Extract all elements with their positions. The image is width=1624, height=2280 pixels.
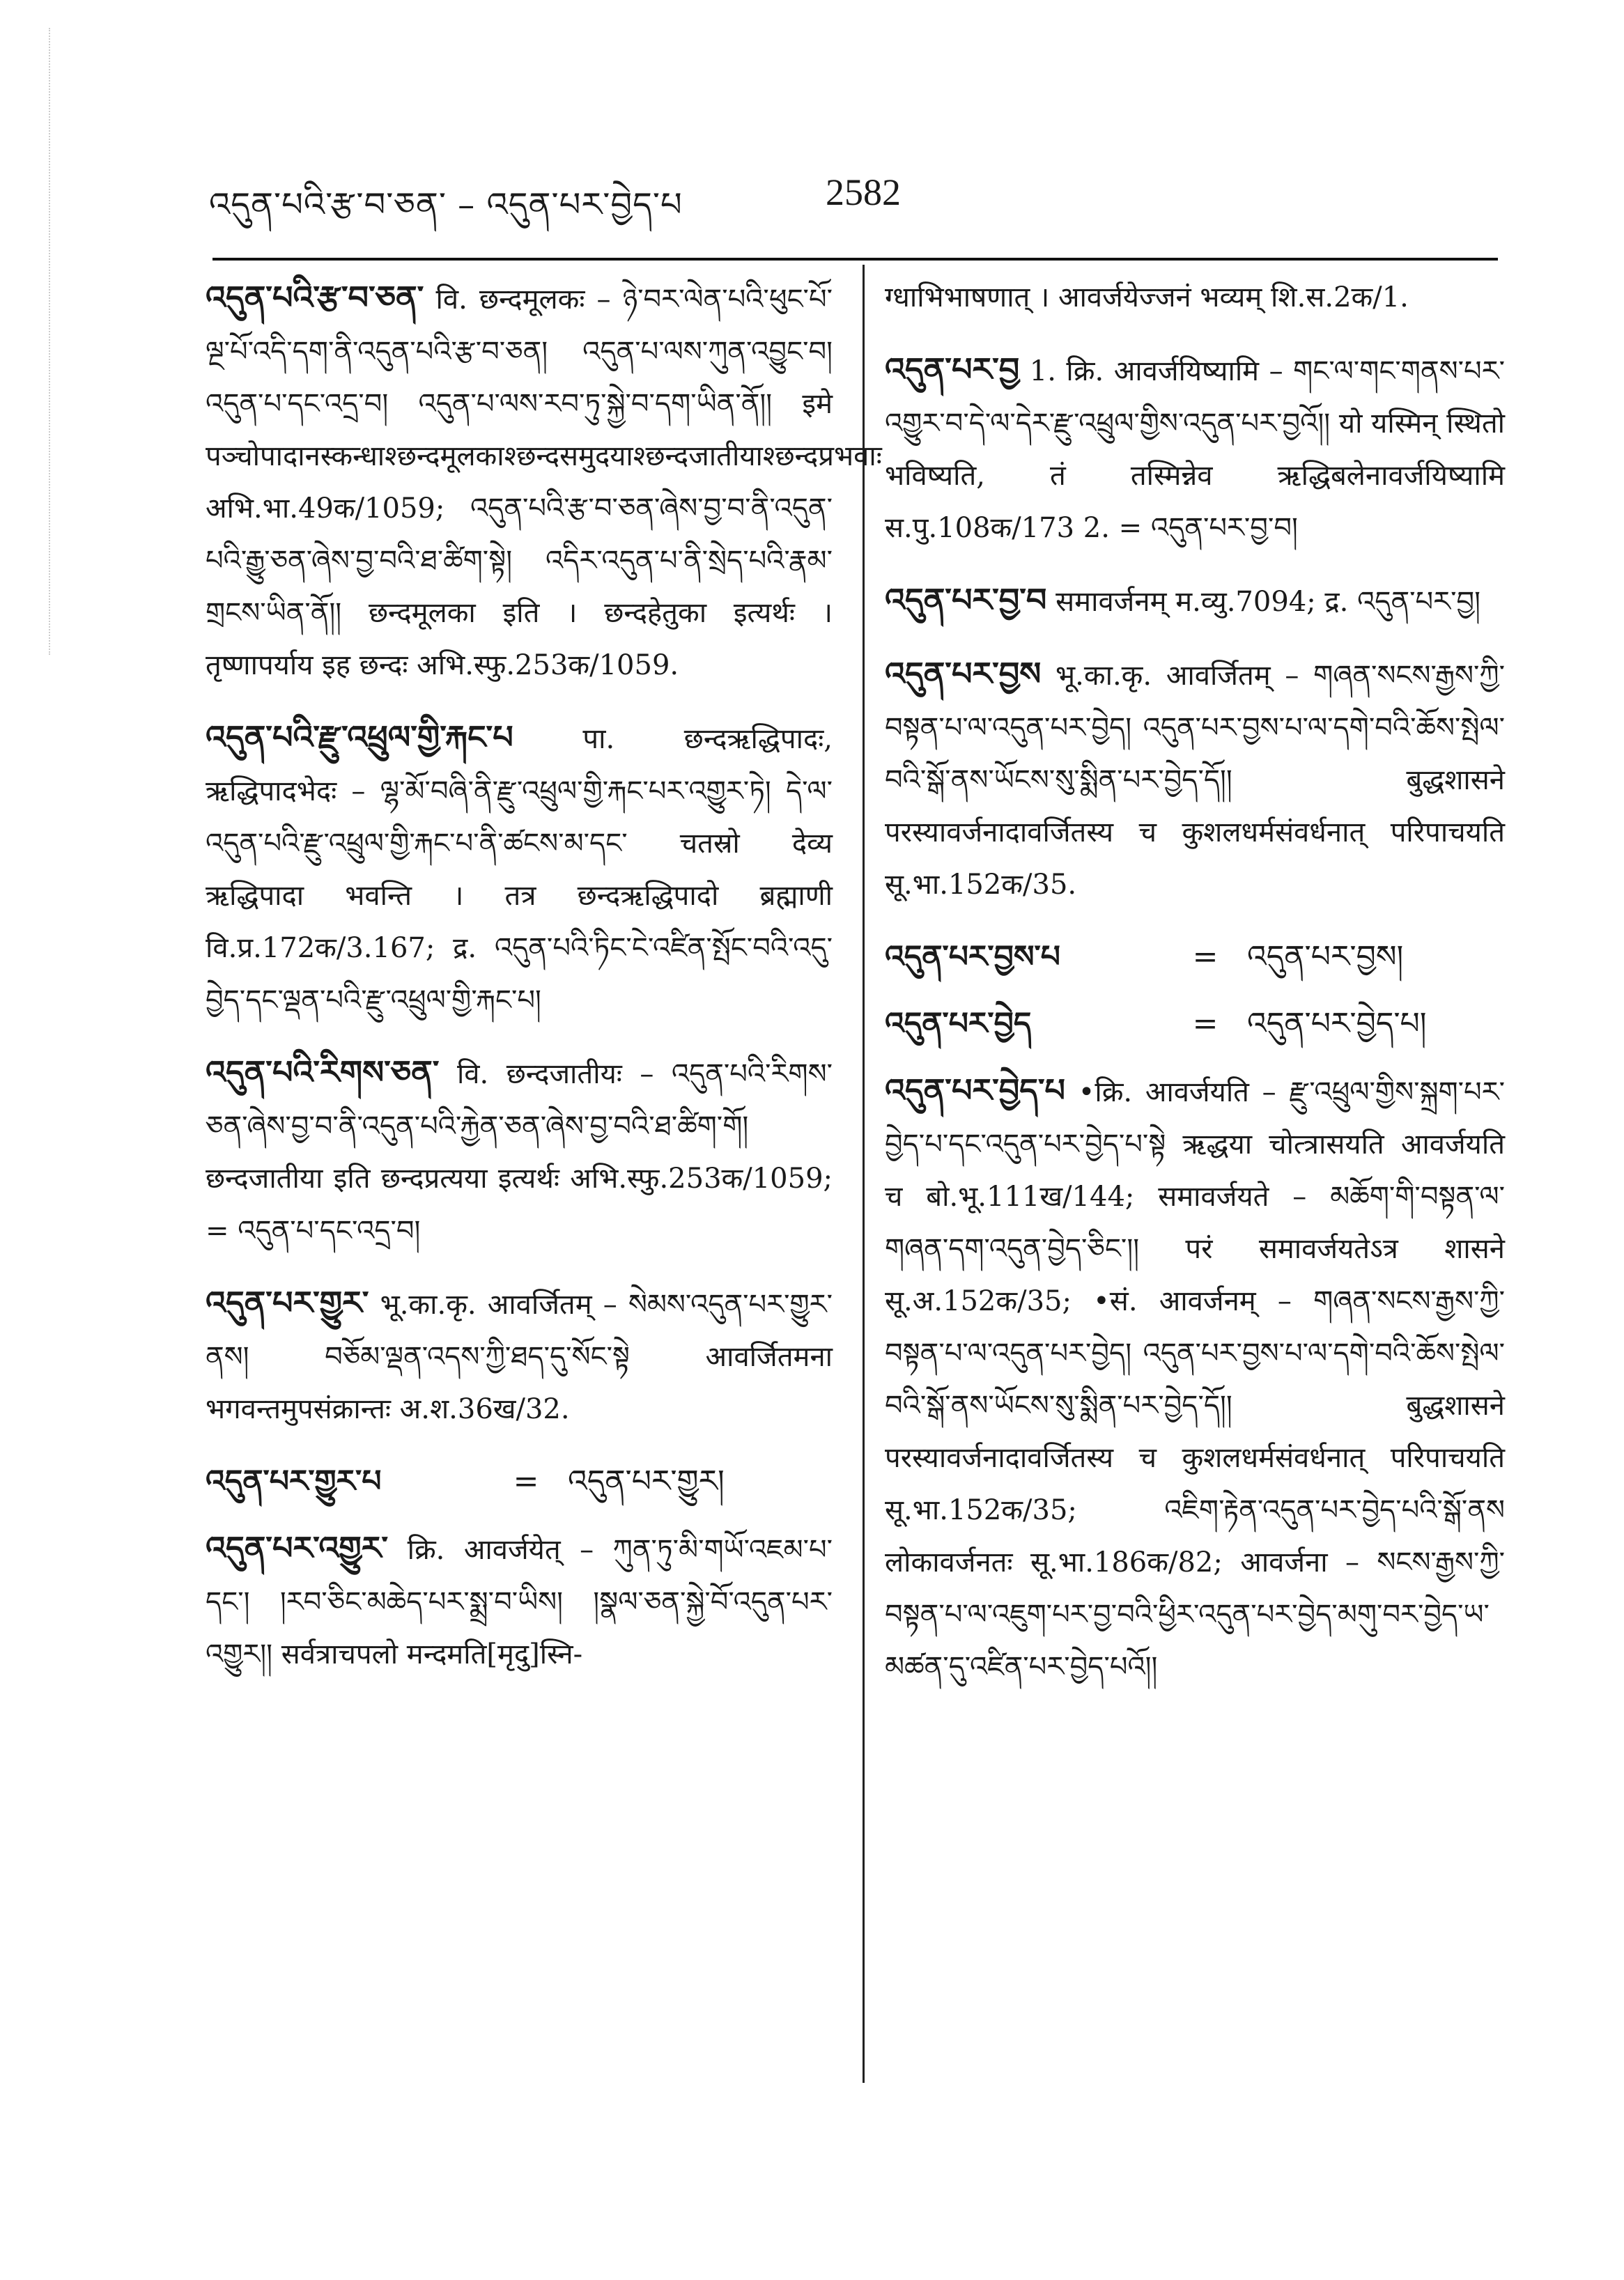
- cross-reference-entry: [885, 931, 1505, 984]
- entry-headword: འདུན་པའི་རྩ་བ་ཅན་: [206, 279, 424, 316]
- dictionary-entry: [885, 648, 1505, 911]
- column-divider: [863, 265, 865, 2083]
- entry-body: 1. क्रि. आवर्जयिष्यामि – གང་ལ་གང་གནས་པར་འགྱུར་བ་དེ་ལ་དེར་རྫུ་འཕྲུལ་གྱིས་འདུན་པར་བྱའོ།། यो यस्मिन् स्थितो भविष्यति, तं तस्मिन्नेव ऋद्धिबलेनावर्जयिष्यामि स.पु.108क/173 2. = འདུན་པར་བྱ་བ།: [885, 355, 1506, 544]
- scan-margin-specks: [49, 28, 54, 655]
- running-head: འདུན་པའི་རྩ་བ་ཅན་ – འདུན་པར་བྱེད་པ: [209, 185, 683, 224]
- cross-reference-entry: [885, 998, 1505, 1050]
- entry-body: समावर्जनम् म.व्यु.7094; द्र. འདུན་པར་བྱ།: [1055, 586, 1481, 618]
- entry-headword: འདུན་པར་བྱེད་པ: [885, 1071, 1066, 1109]
- entry-headword: འདུན་པར་བྱེད: [885, 1006, 1032, 1041]
- cross-reference-target: འདུན་པར་བྱེད་པ།: [1247, 1006, 1427, 1041]
- dictionary-entry: [885, 1064, 1505, 1693]
- dictionary-entry: [206, 1046, 833, 1257]
- header-rule: [212, 258, 1498, 261]
- right-column: [885, 272, 1505, 1713]
- equals-sign: =: [1192, 939, 1219, 975]
- entry-body: भू.का.कृ. आवर्जितम् – གཞན་སངས་རྒྱས་ཀྱི་བསྟན་པ་ལ་འདུན་པར་བྱེད། འདུན་པར་བྱས་པ་ལ་དགེ་བའི་ཆོས་སྤེལ་བའི་སྒོ་ནས་ཡོངས་སུ་སྨིན་པར་བྱེད་དོ།། बुद्धशासने परस्यावर्जनादावर्जितस्य च कुशलधर्मसंवर्धनात् परिपाचयति सू.भा.152क/35.: [885, 660, 1505, 901]
- dictionary-entry: [206, 1522, 833, 1681]
- cross-reference-entry: [206, 1455, 833, 1508]
- entry-headword: འདུན་པའི་རྫུ་འཕྲུལ་གྱི་རྐང་པ: [206, 718, 513, 756]
- entry-headword: འདུན་པར་བྱས: [885, 655, 1042, 692]
- equals-sign: =: [1192, 1006, 1219, 1041]
- entry-headword: འདུན་པར་གྱུར་པ: [206, 1464, 382, 1499]
- entry-body: क्रि. आवर्जयेत् – ཀུན་ཏུ་མི་གཡོ་འཇམ་པ་དང་། །རབ་ཅིང་མཆེད་པར་སྨྲ་བ་ཡིས། །སྣལ་ཅན་སྐྱེ་བོ་འདུན་པར་འགྱུར།། सर्वत्राचपलो मन्दमति[मृदु]स्नि-: [206, 1534, 833, 1670]
- entry-headword: འདུན་པར་བྱ་བ: [885, 581, 1047, 619]
- dictionary-entry: [206, 272, 882, 692]
- entry-body: •क्रि. आवर्जयति – རྫུ་འཕྲུལ་གྱིས་སྐྲག་པར་བྱེད་པ་དང་འདུན་པར་བྱེད་པ་སྟེ ऋद्धया चोत्त्रासयति आवर्जयति च बो.भू.111ख/144; समावर्जयते – མཆོག་གི་བསྟན་ལ་གཞན་དག་འདུན་བྱེད་ཅིང་།། परं समावर्जयतेऽत्र शासने सू.अ.152क/35; •सं. आवर्जनम् – གཞན་སངས་རྒྱས་ཀྱི་བསྟན་པ་ལ་འདུན་པར་བྱེད། འདུན་པར་བྱས་པ་ལ་དགེ་བའི་ཆོས་སྤེལ་བའི་སྒོ་ནས་ཡོངས་སུ་སྨིན་པར་བྱེད་དོ།། बुद्धशासने परस्यावर्जनादावर्जितस्य च कुशलधर्मसंवर्धनात् परिपाचयति सू.भा.152क/35; འཇིག་རྟེན་འདུན་པར་བྱེད་པའི་སྒོ་ནས लोकावर्जनतः सू.भा.186क/82; आवर्जना – སངས་རྒྱས་ཀྱི་བསྟན་པ་ལ་འཇུག་པར་བྱ་བའི་ཕྱིར་འདུན་པར་བྱེད་མགུ་བར་བྱེད་ཡ་མཚན་དུ་འཛིན་པར་བྱེད་པའོ།།: [885, 1076, 1505, 1683]
- entry-continuation: [885, 272, 1505, 324]
- dictionary-entry: [885, 574, 1505, 628]
- entry-body: वि. छन्दजातीयः – འདུན་པའི་རིགས་ཅན་ཞེས་བྱ་བ་ནི་འདུན་པའི་རྐྱེན་ཅན་ཞེས་བྱ་བའི་ཐ་ཚིག་གོ། छन्दजातीया इति छन्दप्रत्यया इत्यर्थः अभि.स्फु.253क/1059; = འདུན་པ་དང་འདྲ་བ།: [206, 1058, 833, 1247]
- dictionary-entry: [885, 343, 1505, 555]
- entry-body: वि. छन्दमूलकः – ཉེ་བར་ལེན་པའི་ཕུང་པོ་ལྔ་པོ་འདི་དག་ནི་འདུན་པའི་རྩ་བ་ཅན། འདུན་པ་ལས་ཀུན་འབྱུང་བ། འདུན་པ་དང་འདྲ་བ། འདུན་པ་ལས་རབ་ཏུ་སྐྱེ་བ་དག་ཡིན་ནོ།། इमे पञ्चोपादानस्कन्धाश्छन्दमूलकाश्छन्दसमुदयाश्छन्दजातीयाश्छन्दप्रभवाः अभि.भा.49क/1059; འདུན་པའི་རྩ་བ་ཅན་ཞེས་བྱ་བ་ནི་འདུན་པའི་རྒྱུ་ཅན་ཞེས་བྱ་བའི་ཐ་ཚིག་སྟེ། འདིར་འདུན་པ་ནི་སྲེད་པའི་རྣམ་གྲངས་ཡིན་ནོ།། छन्दमूलका इति । छन्दहेतुका इत्यर्थः । तृष्णापर्याय इह छन्दः अभि.स्फु.253क/1059.: [206, 284, 882, 681]
- entry-headword: འདུན་པར་གྱུར་: [206, 1284, 369, 1321]
- entry-headword: འདུན་པའི་རིགས་ཅན་: [206, 1053, 440, 1091]
- entry-headword: འདུན་པར་བྱ: [885, 350, 1020, 388]
- cross-reference-target: འདུན་པར་བྱས།: [1247, 939, 1404, 975]
- entry-headword: འདུན་པར་བྱས་པ: [885, 939, 1060, 975]
- entry-body: पा. छन्दऋद्धिपादः, ऋद्धिपादभेदः – ལྷ་མོ་བཞི་ནི་རྫུ་འཕྲུལ་གྱི་རྐང་པར་འགྱུར་ཏེ། དེ་ལ་འདུན་པའི་རྫུ་འཕྲུལ་གྱི་རྐང་པ་ནི་ཚངས་མ་དང་ चतस्रो देव्य ऋद्धिपादा भवन्ति । तत्र छन्दऋद्धिपादो ब्रह्माणी वि.प्र.172क/3.167; द्र. འདུན་པའི་ཏིང་ངེ་འཛིན་སྤོང་བའི་འདུ་བྱེད་དང་ལྡན་པའི་རྫུ་འཕྲུལ་གྱི་རྐང་པ།: [206, 723, 833, 1016]
- equals-sign: =: [513, 1464, 539, 1499]
- entry-headword: འདུན་པར་འགྱུར་: [206, 1529, 389, 1567]
- cross-reference-target: འདུན་པར་གྱུར།: [568, 1464, 725, 1499]
- entry-body: ग्धाभिभाषणात् । आवर्जयेज्जनं भव्यम् शि.स.2क/1.: [885, 281, 1409, 313]
- left-column: [206, 272, 882, 1700]
- entry-body: भू.का.कृ. आवर्जितम् – སེམས་འདུན་པར་གྱུར་ནས། བཅོམ་ལྡན་འདས་ཀྱི་ཐད་དུ་སོང་སྟེ आवर्जितमना भगवन्तमुपसंक्रान्तः अ.श.36ख/32.: [206, 1289, 833, 1425]
- dictionary-entry: [206, 711, 833, 1027]
- dictionary-entry: [206, 1277, 833, 1436]
- page-number: 2582: [826, 171, 901, 213]
